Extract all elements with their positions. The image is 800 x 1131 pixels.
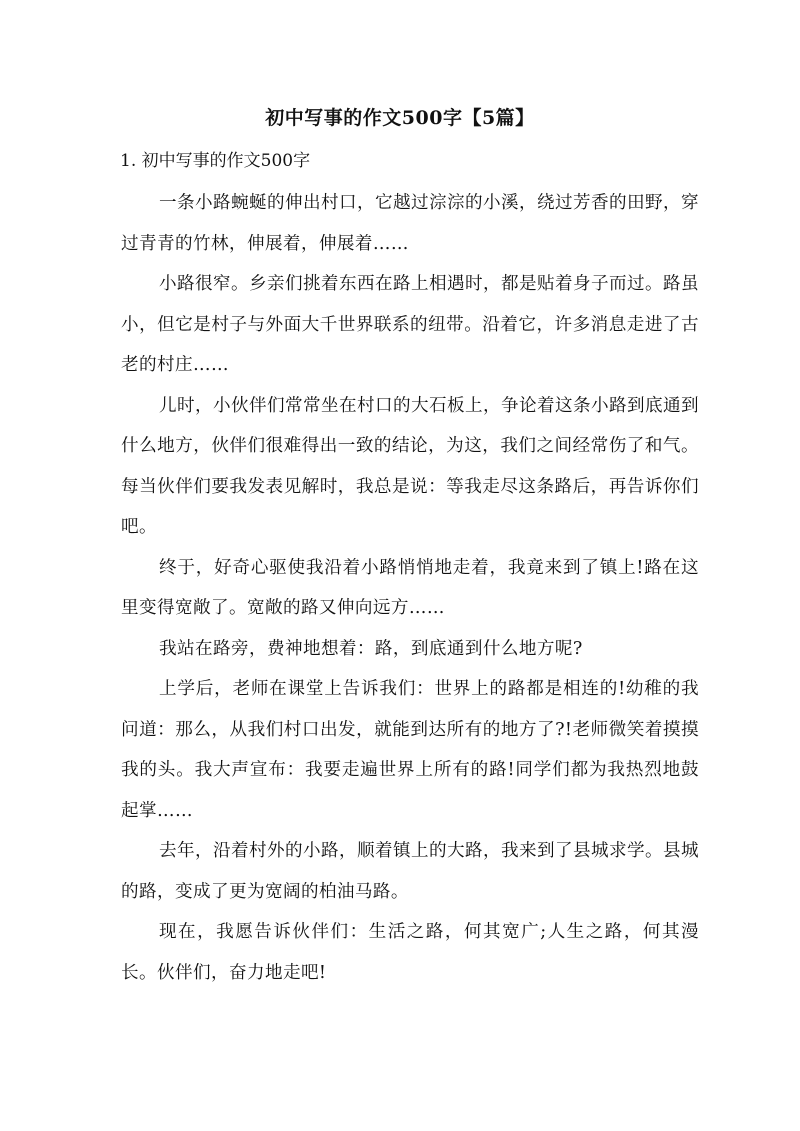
paragraph-2: 小路很窄。乡亲们挑着东西在路上相遇时，都是贴着身子而过。路虽小，但它是村子与外面大千世界联系的纽带。沿着它，许多消息走进了古老的村庄…… [121, 274, 699, 375]
document-title: 初中写事的作文500字【5篇】 [265, 107, 535, 129]
paragraph-7: 去年，沿着村外的小路，顺着镇上的大路，我来到了县城求学。县城的路，变成了更为宽阔的柏油马路。 [121, 841, 699, 902]
paragraph-4: 终于，好奇心驱使我沿着小路悄悄地走着，我竟来到了镇上!路在这里变得宽敞了。宽敞的路又伸向远方…… [121, 557, 699, 618]
section-heading: 1. 初中写事的作文500字 [120, 151, 311, 171]
paragraph-1: 一条小路蜿蜒的伸出村口，它越过淙淙的小溪，绕过芳香的田野，穿过青青的竹林，伸展着，伸展着…… [121, 193, 699, 254]
paragraph-6: 上学后，老师在课堂上告诉我们：世界上的路都是相连的!幼稚的我问道：那么，从我们村口出发，就能到达所有的地方了?!老师微笑着摸摸我的头。我大声宣布：我要走遍世界上所有的路!同学们都为我热烈地鼓起掌…… [121, 679, 699, 821]
paragraph-5: 我站在路旁，费神地想着：路，到底通到什么地方呢? [159, 638, 583, 659]
paragraph-8: 现在，我愿告诉伙伴们：生活之路，何其宽广;人生之路，何其漫长。伙伴们，奋力地走吧! [121, 922, 699, 983]
paragraph-3: 儿时，小伙伴们常常坐在村口的大石板上，争论着这条小路到底通到什么地方，伙伴们很难得出一致的结论，为这，我们之间经常伤了和气。每当伙伴们要我发表见解时，我总是说：等我走尽这条路后，再告诉你们吧。 [121, 395, 699, 537]
essay-body [121, 183, 699, 993]
